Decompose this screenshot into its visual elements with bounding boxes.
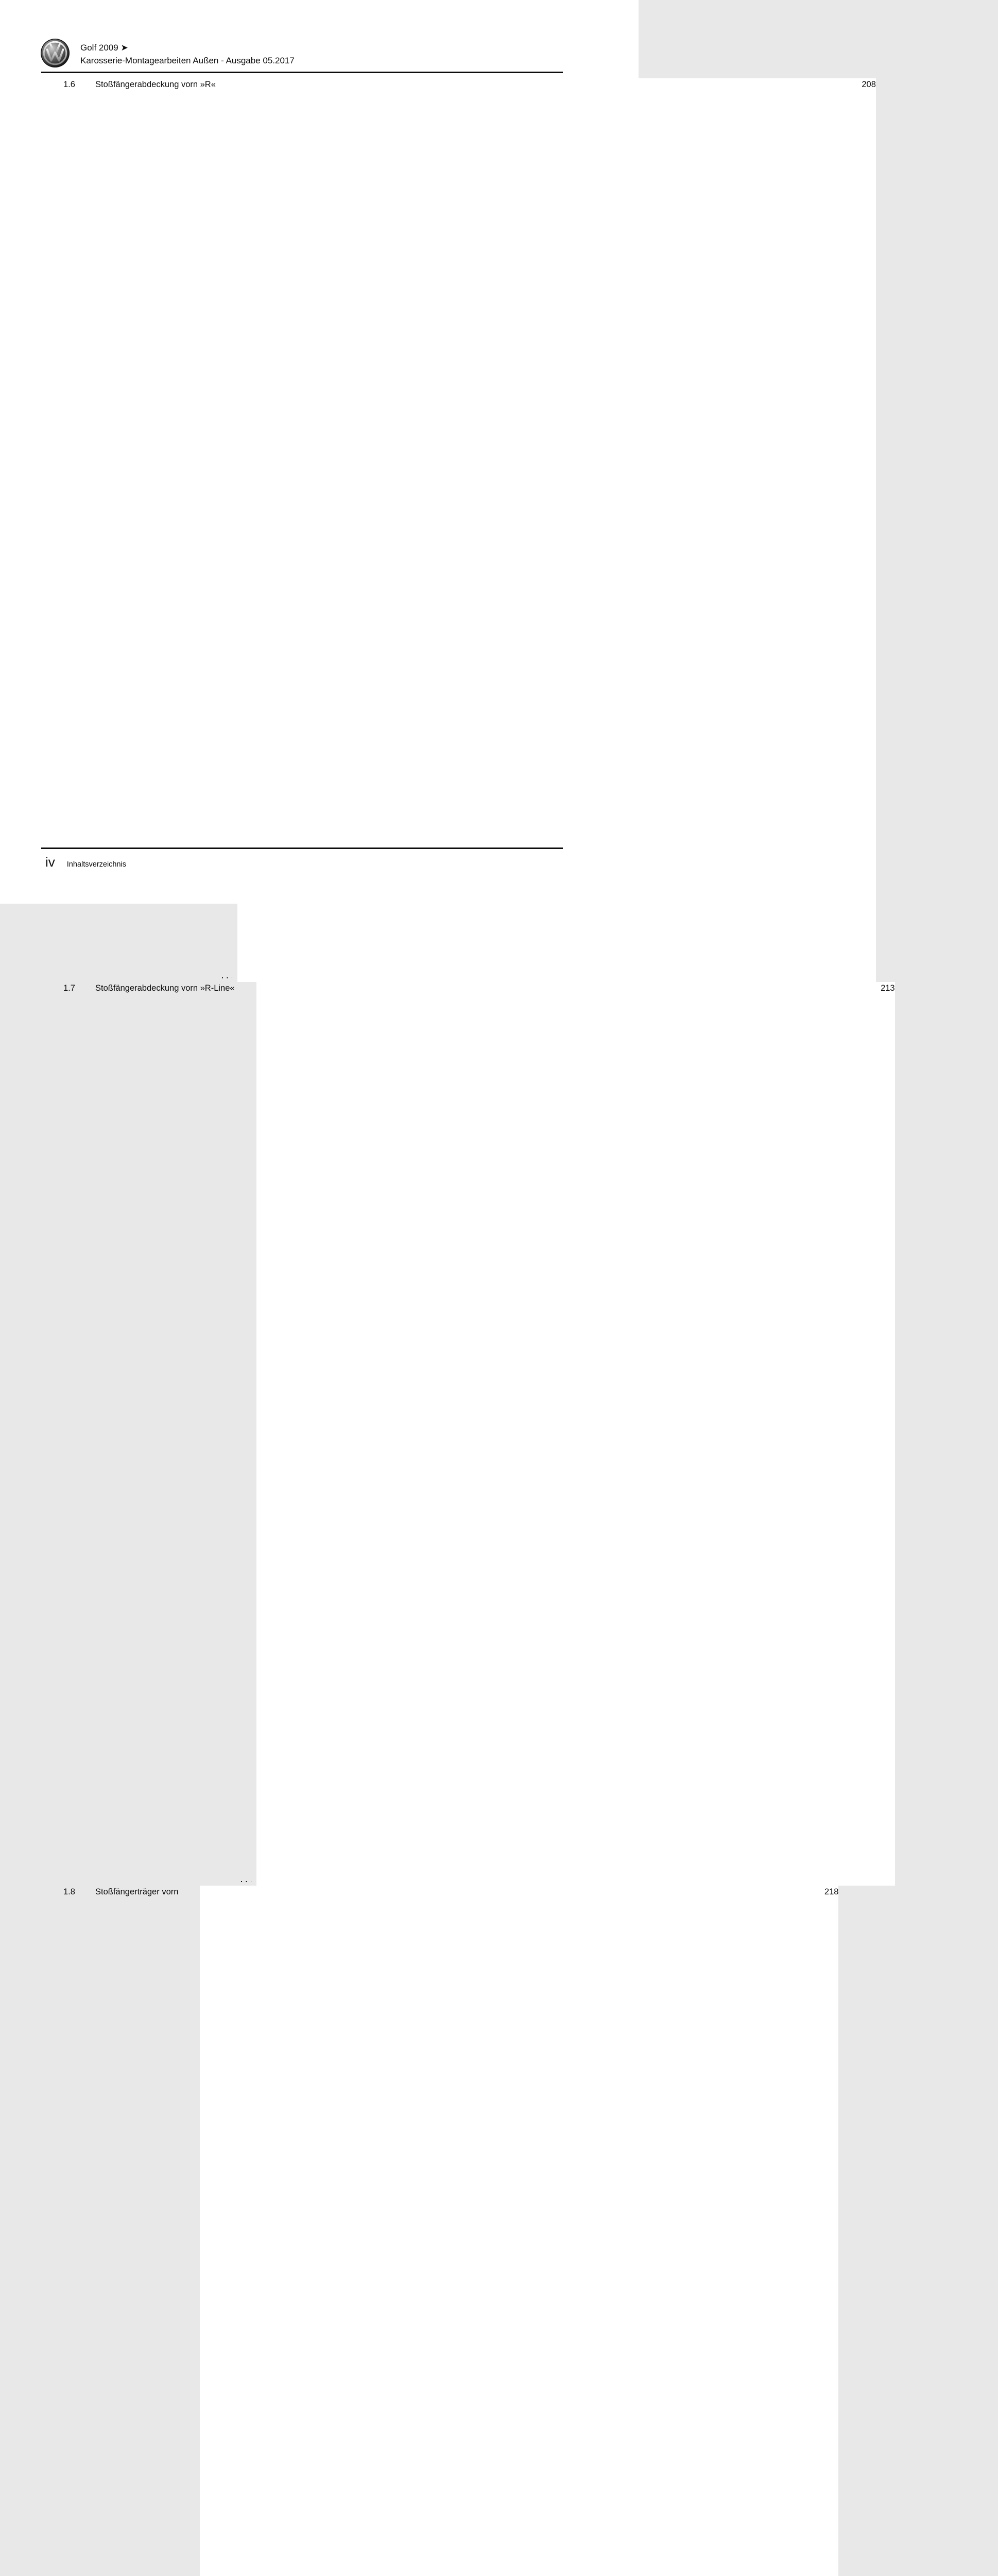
- section-title: Stoßfängerabdeckung vorn »R«: [95, 80, 216, 89]
- page-number: 208: [237, 78, 876, 982]
- toc-row[interactable]: [41, 1886, 839, 2576]
- section-title: Stoßfängerabdeckung vorn »R-Line«: [95, 984, 235, 993]
- model-line: Golf 2009 ➤: [80, 43, 128, 53]
- dot-leader: [184, 1886, 195, 2576]
- vw-logo: [40, 38, 70, 68]
- document-title: Karosserie-Montagearbeiten Außen - Ausgabe 05.2017: [80, 56, 295, 65]
- page-footer: [45, 854, 126, 870]
- section-number: 1.6: [63, 80, 75, 89]
- folio-page-number: iv: [45, 854, 55, 870]
- page-number: 218: [200, 1886, 838, 2576]
- dot-leader: [241, 982, 251, 1886]
- table-of-contents: [41, 78, 895, 2576]
- page-header: [40, 38, 563, 68]
- section-number: 1.8: [63, 1887, 75, 1896]
- toc-row[interactable]: [41, 982, 895, 1886]
- header-divider: [41, 72, 563, 73]
- footer-label: Inhaltsverzeichnis: [66, 860, 127, 869]
- footer-divider: [41, 848, 563, 849]
- section-title: Stoßfängerträger vorn: [95, 1887, 179, 1896]
- dot-leader: [222, 78, 232, 982]
- page-number: 213: [256, 982, 895, 1886]
- section-number: 1.7: [63, 984, 75, 993]
- toc-row[interactable]: [41, 78, 876, 982]
